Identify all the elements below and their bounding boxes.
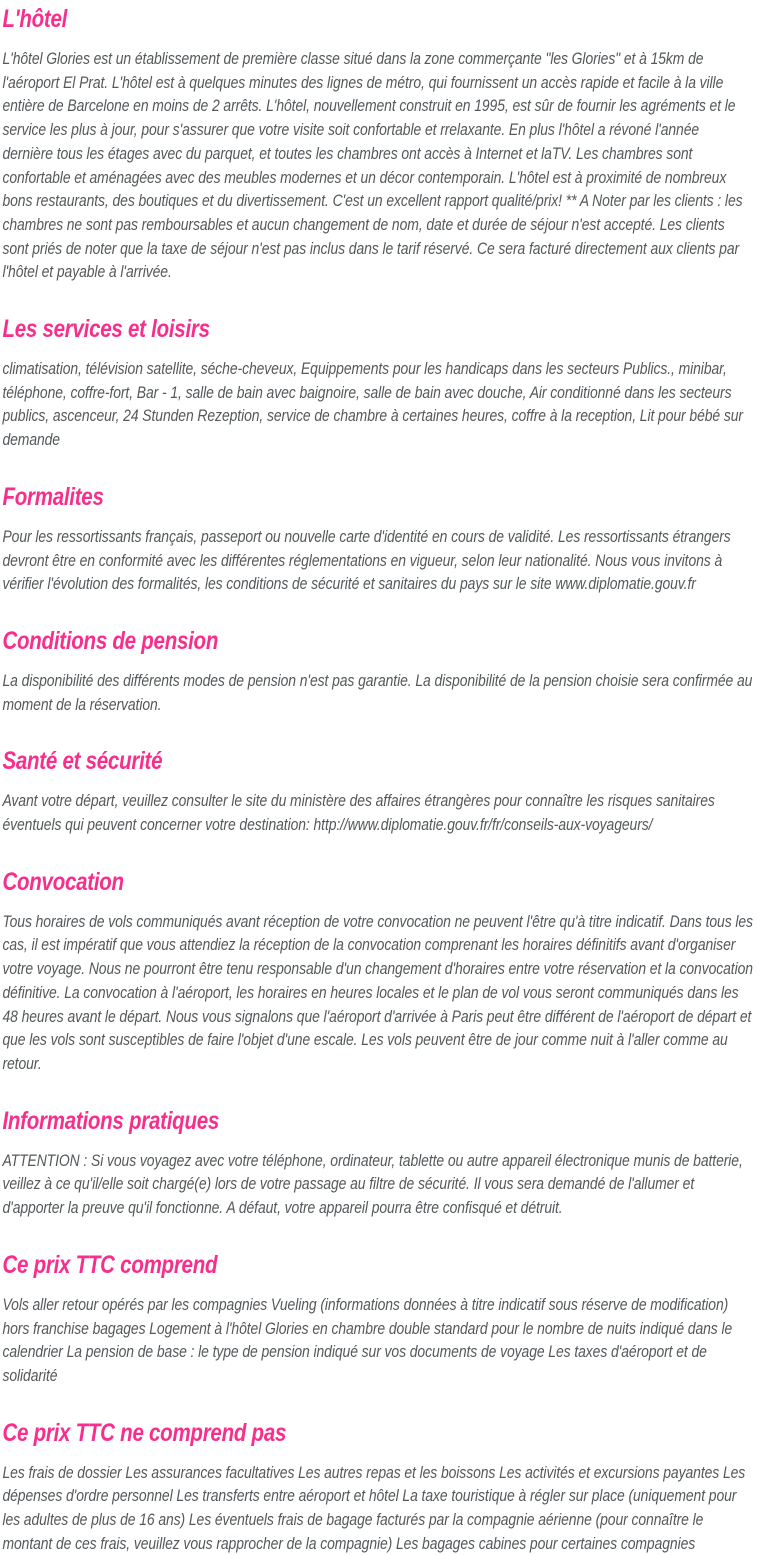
- section-services-loisirs: [2, 314, 753, 452]
- section-hotel-body: L'hôtel Glories est un établissement de première classe situé dans la zone commerçante "les Glories" et à 15km de l'aéroport El Prat. L'hôtel est à quelques minutes des lignes de métro, qui fournissent un accès rapide et facile à la ville entière de Barcelone en moins de 2 arrêts. L'hôtel, nouvellement construit en 1995, est sûr de fournir les agréments et le service les plus à jour, pour s'assurer que votre visite soit confortable et rrelaxante. En plus l'hôtel a révoné l'année dernière tous les étages avec du parquet, et toutes les chambres ont accès à Internet et laTV. Les chambres sont confortable et aménagées avec des meubles modernes et un décor contemporain. L'hôtel est à proximité de nombreux bons restaurants, des boutiques et du divertissement. C'est un excellent rapport qualité/prix! ** A Noter par les clients : les chambres ne sont pas remboursables et aucun changement de nom, date et durée de séjour n'est accepté. Les clients sont priés de noter que la taxe de séjour n'est pas inclus dans le tarif réservé. Ce sera facturé directement aux clients par l'hôtel et payable à l'arrivée.: [2, 49, 743, 282]
- section-convocation-body: Tous horaires de vols communiqués avant réception de votre convocation ne peuvent l'être qu'à titre indicatif. Dans tous les cas, il est impératif que vous attendiez la réception de la convocation comprenant les horaires définitifs avant d'organiser votre voyage. Nous ne pourront être tenu responsable d'un changement d'horaires entre votre réservation et la convocation définitive. La convocation à l'aéroport, les horaires en heures locales et le plan de vol vous seront communiqués dans les 48 heures avant le départ. Nous vous signalons que l'aéroport d'arrivée à Paris peut être différent de l'aéroport de départ et que les vols sont susceptibles de faire l'objet d'une escale. Les vols peuvent être de jour comme nuit à l'aller comme au retour.: [2, 911, 753, 1073]
- section-convocation-heading: Convocation: [2, 867, 124, 896]
- section-pension-heading: Conditions de pension: [2, 626, 219, 655]
- section-formalites: [2, 482, 753, 596]
- section-hotel-heading: L'hôtel: [2, 5, 68, 33]
- travel-offer-details: [0, 4, 758, 1555]
- section-prix-ne-comprend-pas: [2, 1418, 753, 1555]
- section-infos-pratiques: [2, 1106, 753, 1220]
- section-prix-comprend-heading: Ce prix TTC comprend: [2, 1250, 218, 1279]
- section-prix-ne-comprend-pas-body: Les frais de dossier Les assurances facultatives Les autres repas et les boissons Les activités et excursions payantes Les dépenses d'ordre personnel Les transferts entre aéroport et hôtel La taxe touristique à régler sur place (uniquement pour les adultes de plus de 16 ans) Les éventuels frais de bagage facturés par la compagnie aérienne (pour connaître le montant de ces frais, veuillez vous rapprocher de la compagnie) Les bagages cabines pour certaines compagnies: [2, 1462, 746, 1553]
- section-pension-body: La disponibilité des différents modes de pension n'est pas garantie. La disponibilité de la pension choisie sera confirmée au moment de la réservation.: [2, 670, 753, 714]
- section-services-heading: Les services et loisirs: [2, 315, 210, 344]
- section-prix-ne-comprend-pas-heading: Ce prix TTC ne comprend pas: [2, 1418, 287, 1447]
- section-conditions-pension: [2, 626, 753, 716]
- section-prix-comprend-body: Vols aller retour opérés par les compagnies Vueling (informations données à titre indicatif sous réserve de modification) hors franchise bagages Logement à l'hôtel Glories en chambre double standard pour le nombre de nuits indiqué dans le calendrier La pension de base : le type de pension indiqué sur vos documents de voyage Les taxes d'aéroport et de solidarité: [2, 1294, 733, 1385]
- section-hotel: [2, 4, 753, 284]
- section-sante-heading: Santé et sécurité: [2, 747, 163, 776]
- section-infos-body: ATTENTION : Si vous voyagez avec votre téléphone, ordinateur, tablette ou autre appareil électronique munis de batterie, veillez à ce qu'il/elle soit chargé(e) lors de votre passage au filtre de sécurité. Il vous sera demandé de l'allumer et d'apporter la preuve qu'il fonctionne. A défaut, votre appareil pourra être confisqué et détruit.: [2, 1150, 743, 1218]
- section-formalites-heading: Formalites: [2, 482, 104, 511]
- section-sante-securite: [2, 746, 753, 836]
- section-sante-body: Avant votre départ, veuillez consulter le site du ministère des affaires étrangères pour connaître les risques sanitaires éventuels qui peuvent concerner votre destination: http://www.diplomatie.gouv.fr/fr/conseils-aux-voyageurs/: [2, 791, 715, 835]
- section-services-body: climatisation, télévision satellite, séche-cheveux, Equippements pour les handicaps dans les secteurs Publics., minibar, téléphone, coffre-fort, Bar - 1, salle de bain avec baignoire, salle de bain avec douche, Air conditionné dans les secteurs publics, ascenceur, 24 Stunden Rezeption, service de chambre à certaines heures, coffre à la reception, Lit pour bébé sur demande: [2, 359, 743, 450]
- section-infos-heading: Informations pratiques: [2, 1106, 220, 1135]
- section-convocation: [2, 867, 753, 1076]
- section-formalites-body: Pour les ressortissants français, passeport ou nouvelle carte d'identité en cours de validité. Les ressortissants étrangers devront être en conformité avec les différentes réglementations en vigueur, selon leur nationalité. Nous vous invitons à vérifier l'évolution des formalités, les conditions de sécurité et sanitaires du pays sur le site www.diplomatie.gouv.fr: [2, 526, 731, 594]
- section-prix-comprend: [2, 1250, 753, 1388]
